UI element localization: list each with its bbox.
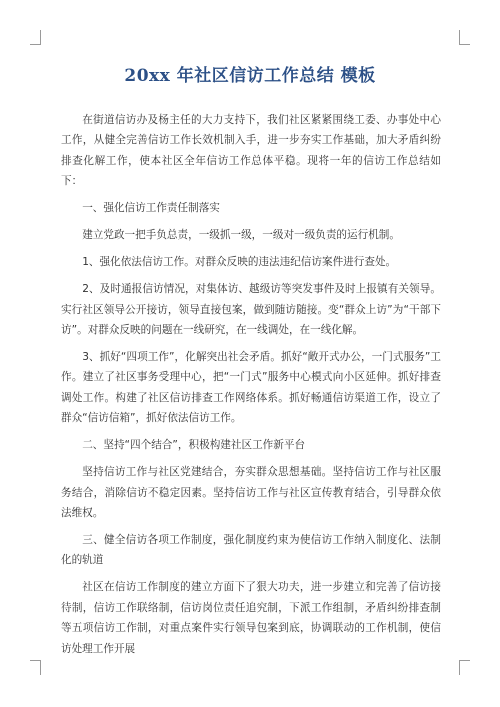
document-title: 20xx 年社区信访工作总结 模板 [124,66,376,86]
section-heading-3: 三、健全信访各项工作制度，强化制度约束为使信访工作纳入制度化、法制化的轨道 [61,534,441,567]
paragraph: 坚持信访工作与社区党建结合，夯实群众思想基础。坚持信访工作与社区服务结合，消除信访不稳定因素。坚持信访工作与社区宣传教育结合，引导群众依法维权。 [61,466,441,520]
section-heading-1: 一、强化信访工作责任制落实 [82,202,220,215]
paragraph: 3、抓好“四项工作”，化解突出社会矛盾。抓好“敞开式办公，一门式服务”工作。建立了社区事务受理中心，把“一门式”服务中心模式向小区延伸。抓好排查调处工作。构建了社区信访排查工作网络体系。抓好畅通信访渠道工作，设立了群众“信访信箱”，抓好依法信访工作。 [61,351,441,425]
paragraph: 1、强化依法信访工作。对群众反映的违法违纪信访案件进行查处。 [82,256,397,269]
crop-mark-bottom-right [459,660,470,675]
document-body [61,110,441,666]
crop-mark-bottom-left [30,660,41,675]
paragraph: 2、及时通报信访情况，对集体访、越级访等突发事件及时上报镇有关领导。实行社区领导公开接访，领导直接包案，做到随访随接。变“群众上访”为“干部下访”。对群众反映的问题在一线研究，在一线调处，在一线化解。 [61,283,441,337]
section-heading-2: 二、坚持“四个结合”，积极构建社区工作新平台 [82,439,306,452]
crop-mark-top-right [459,30,470,45]
paragraph: 建立党政一把手负总责，一级抓一级，一级对一级负责的运行机制。 [82,229,400,242]
paragraph: 社区在信访工作制度的建立方面下了狠大功夫，进一步建立和完善了信访接待制，信访工作联络制，信访岗位责任追究制，下派工作组制，矛盾纠纷排查制等五项信访工作制，对重点案件实行领导包案到底，协调联动的工作机制，使信访处理工作开展 [61,581,441,655]
paragraph-intro: 在街道信访办及杨主任的大力支持下，我们社区紧紧围绕工委、办事处中心工作，从健全完善信访工作长效机制入手，进一步夯实工作基础，加大矛盾纠纷排查化解工作，使本社区全年信访工作总体平稳。现将一年的信访工作总结如下： [61,114,441,188]
crop-mark-top-left [30,30,41,45]
